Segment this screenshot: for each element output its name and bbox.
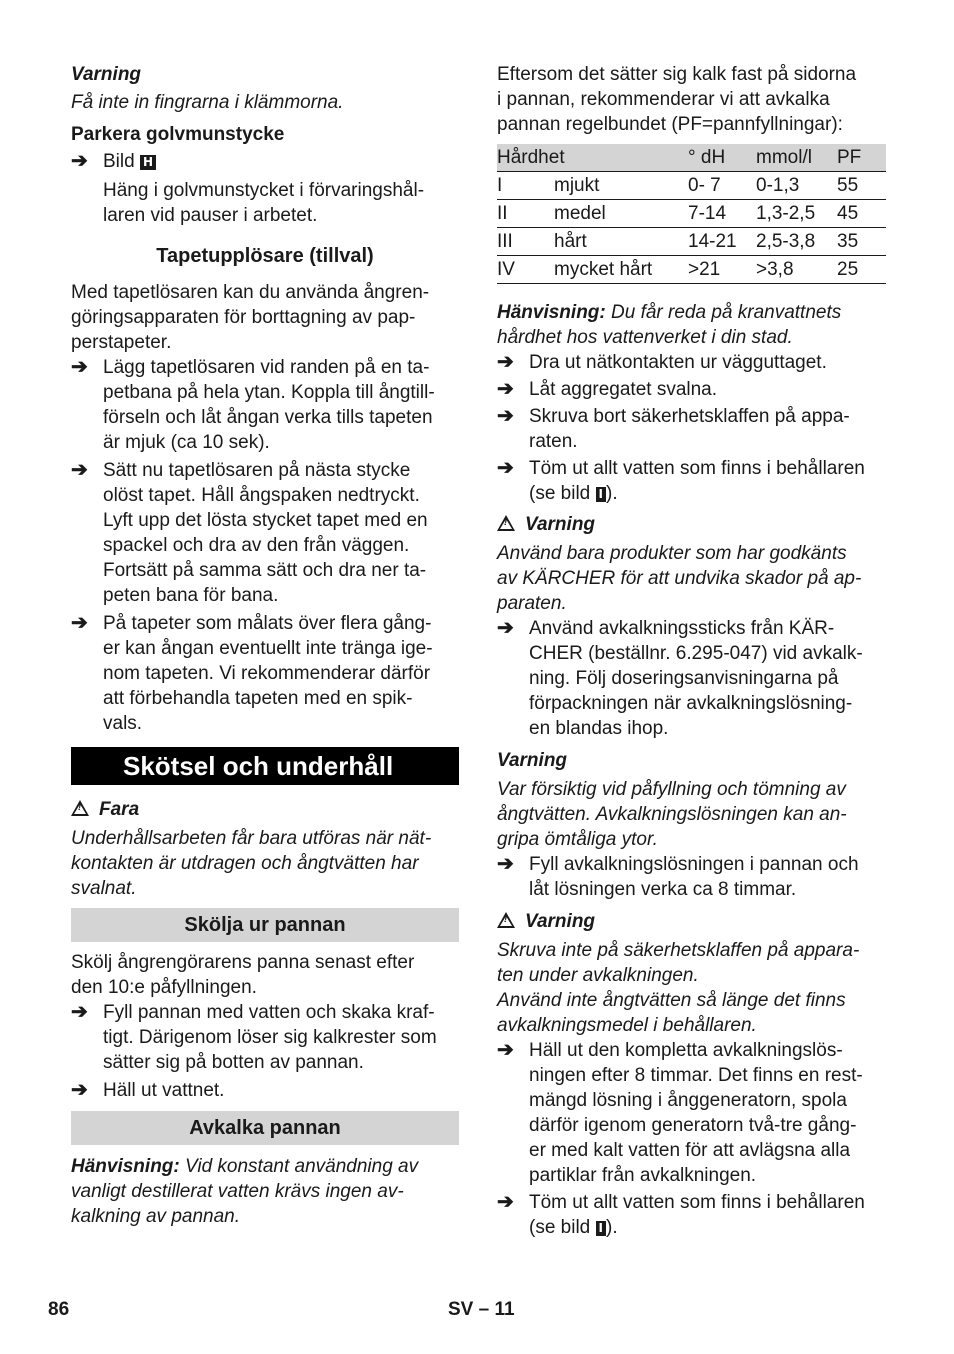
hardness-table <box>497 144 886 284</box>
arrow-icon: ➔ <box>497 405 514 427</box>
warning-text: Skruva inte på säkerhetsklaffen på appara- ten under avkalkningen. Använd inte ångtvätten så länge det finns avkalkningsmedel i behållaren. <box>497 940 860 1036</box>
table-row: II medel 7-14 1,3-2,5 45 <box>497 200 886 228</box>
rinse-step-1: ➔ Fyll pannan med vatten och skaka kraf- tigt. Därigenom löser sig kalkrester som sätter sig på botten av pannan. <box>71 1001 437 1073</box>
tapet-heading: Tapetupplösare (tillval) <box>156 245 374 267</box>
warning-title: !Varning <box>497 909 886 934</box>
warning-triangle-icon <box>71 800 89 816</box>
tapet-step-3: ➔ På tapeter som målats över flera gång- er kan ångan eventuellt inte tränga ige- nom tapeten. Vi rekommenderar därför att förbehandla tapeten med en spik- vals. <box>71 612 433 734</box>
arrow-icon: ➔ <box>497 457 514 479</box>
warning-title: !Varning <box>497 512 886 537</box>
table-header-row <box>497 144 886 172</box>
danger-title: !Fara <box>71 797 459 822</box>
descale-note: Hänvisning: Vid konstant användning av vanligt destillerat vatten krävs ingen av- kalkning av pannan. <box>71 1156 419 1227</box>
rinse-heading: Skölja ur pannan <box>71 908 459 942</box>
left-column <box>71 62 459 1229</box>
step-remove-cap: ➔ Skruva bort säkerhetsklaffen på appa- raten. <box>497 405 850 452</box>
descale-intro: Eftersom det sätter sig kalk fast på sidorna i pannan, rekommenderar vi att avkalka pannan regelbundet (PF=pannfyllningar): <box>497 64 857 135</box>
step-empty-final: ➔ Töm ut allt vatten som finns i behållaren (se bild I ). <box>497 1191 865 1238</box>
step-sticks: ➔ Använd avkalkningssticks från KÄR- CHER (beställnr. 6.295-047) vid avkalk- ning. Följ doseringsanvisningarna på förpackningen när avkalkningslösning- en blandas ihop. <box>497 617 863 739</box>
right-column <box>497 62 886 1240</box>
arrow-icon: ➔ <box>71 612 88 634</box>
tapet-intro: Med tapetlösaren kan du använda ångren- göringsapparaten för borttagning av pap- perstapeter. <box>71 282 430 353</box>
warning-title: Varning <box>71 64 142 85</box>
arrow-icon: ➔ <box>71 459 88 481</box>
table-row: I mjukt 0- 7 0-1,3 55 <box>497 172 886 200</box>
table-header: Hårdhet <box>497 144 688 172</box>
table-row: III hårt 14-21 2,5-3,8 35 <box>497 228 886 256</box>
tapet-step-1: ➔ Lägg tapetlösaren vid randen på en ta- petbana på hela ytan. Koppla till ångtill- förseln och låt ångan verka tills tapeten är mjuk (ca 10 sek). <box>71 356 435 453</box>
hardness-note: Hänvisning: Du får reda på kranvattnets hårdhet hos vattenverket i din stad. <box>497 302 842 348</box>
arrow-icon: ➔ <box>497 1191 514 1213</box>
section-page-label: SV – 11 <box>448 1299 515 1320</box>
park-step: ➔ Bild H <box>71 149 459 174</box>
warning-text: Få inte in fingrarna i klämmorna. <box>71 92 344 113</box>
figure-ref-icon: I <box>596 487 606 502</box>
table-header: ° dH <box>688 144 756 172</box>
figure-ref-icon: H <box>140 155 156 170</box>
arrow-icon: ➔ <box>497 351 514 373</box>
arrow-icon: ➔ <box>71 356 88 378</box>
warning-triangle-icon <box>497 515 515 531</box>
park-text: Häng i golvmunstycket i förvaringshål- laren vid pauser i arbetet. <box>103 180 425 226</box>
arrow-icon: ➔ <box>71 1001 88 1023</box>
warning-title: Varning <box>497 750 568 771</box>
rinse-step-2: ➔ Häll ut vattnet. <box>71 1079 225 1101</box>
park-heading: Parkera golvmunstycke <box>71 124 285 145</box>
figure-ref-icon: I <box>596 1221 606 1236</box>
descale-heading: Avkalka pannan <box>71 1111 459 1145</box>
danger-text: Underhållsarbeten får bara utföras när nät- kontakten är utdragen och ångtvätten har svalnat. <box>71 828 432 899</box>
warning-text: Var försiktig vid påfyllning och tömning av ångtvätten. Avkalkningslösningen kan an- gripa ömtåliga ytor. <box>497 779 847 850</box>
table-header: mmol/l <box>756 144 837 172</box>
arrow-icon: ➔ <box>71 1079 88 1101</box>
step-unplug: ➔ Dra ut nätkontakten ur vägguttaget. <box>497 351 827 373</box>
table-row: IV mycket hårt >21 >3,8 25 <box>497 256 886 284</box>
arrow-icon: ➔ <box>497 853 514 875</box>
arrow-icon: ➔ <box>497 1039 514 1061</box>
arrow-icon: ➔ <box>497 378 514 400</box>
arrow-icon: ➔ <box>497 617 514 639</box>
section-title: Skötsel och underhåll <box>71 747 459 785</box>
step-fill-solution: ➔ Fyll avkalkningslösningen i pannan och låt lösningen verka ca 8 timmar. <box>497 853 859 900</box>
step-cool: ➔ Låt aggregatet svalna. <box>497 378 718 400</box>
table-header: PF <box>837 144 886 172</box>
tapet-step-2: ➔ Sätt nu tapetlösaren på nästa stycke olöst tapet. Håll ångspaken nedtryckt. Lyft upp det lösta stycket tapet med en spackel och dra av den från väggen. Fortsätt på samma sätt och dra ner ta- peten bana för bana. <box>71 459 428 606</box>
warning-text: Använd bara produkter som har godkänts av KÄRCHER för att undvika skador på ap- paraten. <box>497 543 862 614</box>
arrow-icon: ➔ <box>71 150 88 172</box>
warning-triangle-icon <box>497 912 515 928</box>
step-pour-out: ➔ Häll ut den kompletta avkalkningslös- ningen efter 8 timmar. Det finns en rest- mängd lösning i ånggeneratorn, spola därför igenom generatorn två-tre gång- er med kalt vatten för att avlägsna alla partiklar från avkalkningen. <box>497 1039 863 1186</box>
step-empty: ➔ Töm ut allt vatten som finns i behållaren (se bild I ). <box>497 457 865 504</box>
page-number: 86 <box>48 1299 70 1320</box>
rinse-intro: Skölj ångrengörarens panna senast efter den 10:e påfyllningen. <box>71 952 415 998</box>
